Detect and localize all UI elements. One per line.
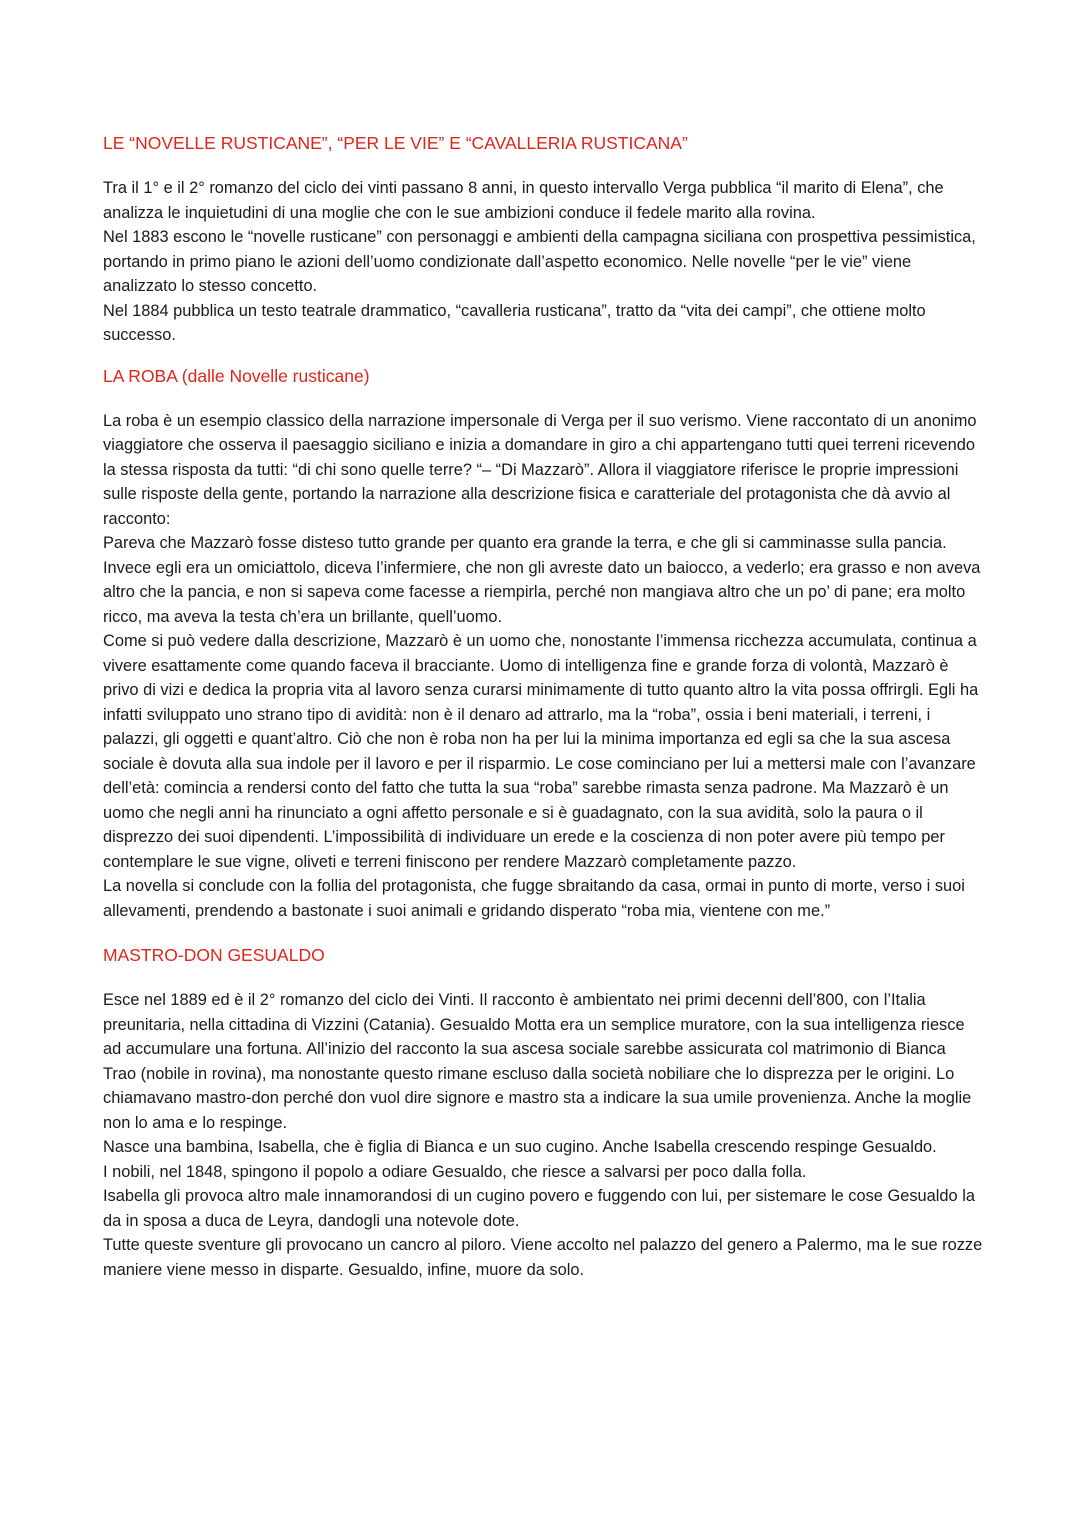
section-title-novelle-rusticane: LE “NOVELLE RUSTICANE”, “PER LE VIE” E “CAVALLERIA RUSTICANA” — [103, 133, 688, 153]
paragraph: Nel 1883 escono le “novelle rusticane” con personaggi e ambienti della campagna siciliana con prospettiva pessimistica, portando in primo piano le azioni dell’uomo condizionate dall’aspetto economico. Nelle novelle “per le vie” viene analizzato lo stesso concetto. — [103, 228, 976, 295]
paragraph: Tutte queste sventure gli provocano un cancro al piloro. Viene accolto nel palazzo del genero a Palermo, ma le sue rozze maniere viene messo in disparte. Gesualdo, infine, muore da solo. — [103, 1236, 983, 1279]
paragraph: I nobili, nel 1848, spingono il popolo a odiare Gesualdo, che riesce a salvarsi per poco dalla folla. — [103, 1162, 807, 1181]
paragraph: Isabella gli provoca altro male innamorandosi di un cugino povero e fuggendo con lui, per sistemare le cose Gesualdo la da in sposa a duca de Leyra, dandogli una notevole dote. — [103, 1187, 975, 1230]
section-title-mastro-don-gesualdo: MASTRO-DON GESUALDO — [103, 945, 325, 965]
paragraph: Come si può vedere dalla descrizione, Mazzarò è un uomo che, nonostante l’immensa ricchezza accumulata, continua a vivere esattamente come quando faceva il bracciante. Uomo di intelligenza fine e grande forza di volontà, Mazzarò è privo di vizi e dedica la propria vita al lavoro senza curarsi minimamente di tutto quanto altro la vita possa offrirgli. Egli ha infatti sviluppato uno strano tipo di avidità: non è il denaro ad attrarlo, ma la “roba”, ossia i beni materiali, i terreni, i palazzi, gli oggetti e quant’altro. Ciò che non è roba non ha per lui la minima importanza ed egli sa che la sua ascesa sociale è dovuta alla sua indole per il lavoro e per il risparmio. Le cose cominciano per lui a mettersi male con l’avanzare dell’età: comincia a rendersi conto del fatto che tutta la sua “roba” sarebbe rimasta senza padrone. Ma Mazzarò è un uomo che negli anni ha rinunciato a ogni affetto personale e si è guadagnato, con la sua avidità, solo la paura o il disprezzo dei suoi dipendenti. L’impossibilità di individuare un erede e la coscienza di non poter avere più tempo per contemplare le sue vigne, oliveti e terreni finiscono per rendere Mazzarò completamente pazzo. — [103, 632, 979, 871]
paragraph: La novella si conclude con la follia del protagonista, che fugge sbraitando da casa, ormai in punto di morte, verso i suoi allevamenti, prendendo a bastonate i suoi animali e gridando disperato “roba mia, vientene con me.” — [103, 877, 965, 920]
section-title-la-roba: LA ROBA (dalle Novelle rusticane) — [103, 365, 370, 386]
paragraph: Nasce una bambina, Isabella, che è figlia di Bianca e un suo cugino. Anche Isabella crescendo respinge Gesualdo. — [103, 1138, 937, 1156]
paragraph: Esce nel 1889 ed è il 2° romanzo del ciclo dei Vinti. Il racconto è ambientato nei primi decenni dell’800, con l’Italia preunitaria, nella cittadina di Vizzini (Catania). Gesualdo Motta era un semplice muratore, con la sua intelligenza riesce ad accumulare una fortuna. All’inizio del racconto la sua ascesa sociale sarebbe assicurata col matrimonio di Bianca Trao (nobile in rovina), ma nonostante questo rimane escluso dalla società nobiliare che lo disprezza per le origini. Lo chiamavano mastro-don perché don vuol dire signore e mastro sta a indicare la sua umile provenienza. Anche la moglie non lo ama e lo respinge. — [103, 991, 972, 1132]
quoted-passage: Pareva che Mazzarò fosse disteso tutto grande per quanto era grande la terra, e che gli si camminasse sulla pancia. Invece egli era un omiciattolo, diceva l’infermiere, che non gli avreste dato un baiocco, a vederlo; era grasso e non aveva altro che la pancia, e non si sapeva come facesse a riempirla, perché non mangiava altro che un po’ di pane; era molto ricco, ma aveva la testa ch’era un brillante, quell’uomo. — [103, 534, 981, 626]
paragraph: Tra il 1° e il 2° romanzo del ciclo dei vinti passano 8 anni, in questo intervallo Verga pubblica “il marito di Elena”, che analizza le inquietudini di una moglie che con le sue ambizioni conduce il fedele marito alla rovina. — [103, 179, 944, 222]
document-page — [103, 130, 983, 1282]
paragraph: Nel 1884 pubblica un testo teatrale drammatico, “cavalleria rusticana”, tratto da “vita dei campi”, che ottiene molto successo. — [103, 301, 926, 344]
paragraph: La roba è un esempio classico della narrazione impersonale di Verga per il suo verismo. Viene raccontato di un anonimo viaggiatore che osserva il paesaggio siciliano e inizia a domandare in giro a chi appartengano tutti quei terreni ricevendo la stessa risposta da tutti: “di chi sono quelle terre? “– “Di Mazzarò”. Allora il viaggiatore riferisce le proprie impressioni sulle risposte della gente, portando la narrazione alla descrizione fisica e caratteriale del protagonista che dà avvio al racconto: — [103, 411, 977, 528]
